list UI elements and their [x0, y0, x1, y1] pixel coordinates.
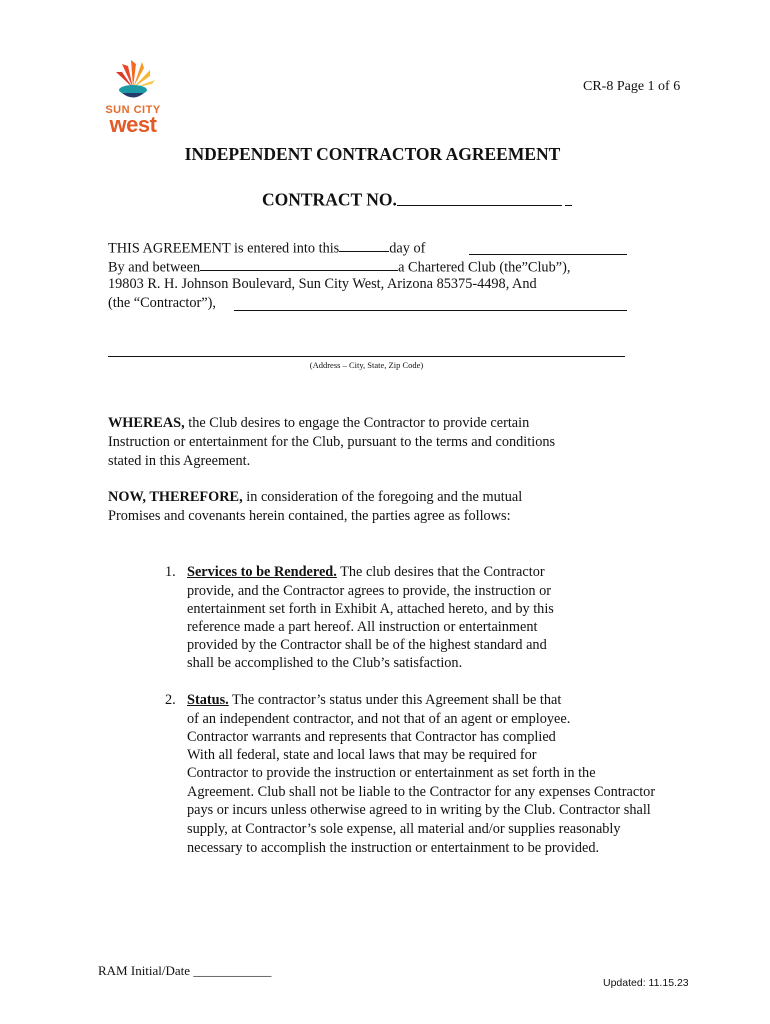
intro-text: THIS AGREEMENT is entered into this: [108, 240, 340, 257]
section-2-line-0: [187, 691, 561, 710]
section-1-line-3: reference made a part hereof. All instruction or entertainment: [187, 619, 538, 635]
sun-city-west-logo: [98, 58, 168, 138]
section-2-line-4: Contractor to provide the instruction or entertainment as set forth in the: [187, 765, 596, 781]
section-2-line-6: pays or incurs unless otherwise agreed to in writing by the Club. Contractor shall: [187, 802, 651, 818]
whereas-line-3: stated in this Agreement.: [108, 453, 251, 469]
page-reference: CR-8 Page 1 of 6: [583, 79, 681, 94]
contract-number-tail: [565, 187, 572, 206]
section-1-heading: Services to be Rendered.: [187, 564, 337, 580]
section-1-number: 1.: [165, 564, 176, 580]
logo-text-west: west: [109, 112, 157, 137]
section-1-first-text: The club desires that the Contractor: [336, 564, 545, 580]
now-therefore-line-1: [108, 488, 522, 507]
section-2-line-1: of an independent contractor, and not that of an agent or employee.: [187, 711, 571, 727]
contract-number-blank[interactable]: [397, 187, 562, 206]
month-year-blank[interactable]: [469, 254, 627, 255]
section-1-line-5: shall be accomplished to the Club’s satisfaction.: [187, 655, 463, 671]
section-1-line-0: [187, 563, 545, 582]
whereas-line-2: Instruction or entertainment for the Club, pursuant to the terms and conditions: [108, 434, 556, 450]
day-blank[interactable]: [339, 237, 389, 252]
sunburst-icon: [98, 58, 168, 102]
whereas-lead: WHEREAS,: [108, 415, 185, 431]
address-caption: (Address – City, State, Zip Code): [309, 360, 424, 370]
section-2-line-5: Agreement. Club shall not be liable to the Contractor for any expenses Contractor: [187, 784, 656, 800]
by-between-text: By and between: [108, 259, 201, 276]
intro-line-4: (the “Contractor”),: [108, 295, 216, 311]
section-2-heading: Status.: [187, 692, 229, 708]
club-name-blank[interactable]: [200, 256, 398, 271]
contractor-name-blank[interactable]: [234, 310, 627, 311]
document-title: INDEPENDENT CONTRACTOR AGREEMENT: [184, 144, 561, 164]
address-blank[interactable]: [108, 356, 625, 357]
day-of-text: day of: [389, 240, 426, 257]
chartered-club-text: a Chartered Club (the”Club”),: [398, 259, 571, 276]
initials-date-line: RAM Initial/Date ____________: [98, 963, 272, 978]
section-2-line-3: With all federal, state and local laws that may be required for: [187, 747, 537, 763]
section-2-line-7: supply, at Contractor’s sole expense, all material and/or supplies reasonably: [187, 821, 621, 837]
contract-number-line: [262, 187, 572, 211]
section-2-line-8: necessary to accomplish the instruction or entertainment to be provided.: [187, 840, 600, 856]
section-2-number: 2.: [165, 692, 176, 708]
contract-number-label: CONTRACT NO.: [262, 189, 397, 210]
now-therefore-line-2: Promises and covenants herein contained, the parties agree as follows:: [108, 508, 511, 524]
updated-date: Updated: 11.15.23: [603, 977, 689, 989]
section-1-line-4: provided by the Contractor shall be of the highest standard and: [187, 637, 547, 653]
logo-text-sun-city: SUN CITY: [105, 104, 161, 116]
section-1-line-1: provide, and the Contractor agrees to provide, the instruction or: [187, 583, 552, 599]
section-1-line-2: entertainment set forth in Exhibit A, attached hereto, and by this: [187, 601, 554, 617]
section-2-line-2: Contractor warrants and represents that Contractor has complied: [187, 729, 556, 745]
intro-line-3: 19803 R. H. Johnson Boulevard, Sun City West, Arizona 85375-4498, And: [108, 276, 537, 292]
now-therefore-lead: NOW, THEREFORE,: [108, 489, 243, 505]
now-therefore-text: in consideration of the foregoing and the mutual: [242, 489, 523, 505]
whereas-text: the Club desires to engage the Contractor to provide certain: [184, 415, 530, 431]
section-2-first-text: The contractor’s status under this Agreement shall be that: [228, 692, 562, 708]
whereas-line-1: [108, 414, 529, 433]
